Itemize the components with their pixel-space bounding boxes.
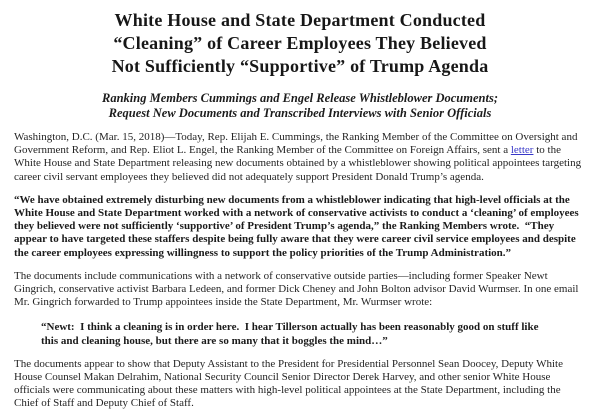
subtitle-line-2: Request New Documents and Transcribed Interviews with Senior Officials [108,106,492,120]
dateline-text-before-link: Washington, D.C. (Mar. 15, 2018)—Today, Rep. Elijah E. Cummings, the Ranking Member of the Committee on Oversight and Government Reform, and Rep. Eliot L. Engel, the Ranking Member of the Committee on Foreign Affairs, sent a [14,131,581,157]
paragraph-dateline [14,131,586,184]
page-title-line-1: White House and State Department Conducted [114,10,486,30]
paragraph-documents-description: The documents include communications with a network of conservative outside parties—including former Speaker Newt Gingrich, conservative activist Barbara Ledeen, and former Dick Cheney and John Bolton advisor David Wurmser. In one email Mr. Gingrich forwarded to Trump appointees inside the State Department, Mr. Wurmser wrote: [14,269,582,309]
paragraph-ranking-members-statement: “We have obtained extremely disturbing new documents from a whistleblower indicating that high-level officials at the White House and State Department worked with a network of conservative activists to conduct a ‘cleaning’ of employees they believed were not sufficiently ‘supportive’ of President Trump’s agenda,” the Ranking Members wrote. “They appear to have targeted these staffers despite being fully aware that they were career civil service employees and despite the career employees expressing willingness to support the policy priorities of the Trump Administration.” [14,193,582,259]
page-title-line-2: “Cleaning” of Career Employees They Believed [113,33,487,53]
page-title [50,9,550,78]
dateline-text-after-link: to the White House and State Department releasing new documents obtained by a whistleblower showing political appointees targeting career civil servant employees they believed did not adequately support President Donald Trump’s agenda. [14,144,584,183]
paragraph-officials-list: The documents appear to show that Deputy Assistant to the President for Presidential Personnel Sean Doocey, Deputy White House Counsel Makan Delrahim, National Security Council Senior Director Derek Harvey, and other senior White House officials were communicating about these matters with high-level political appointees at the State Department, including the Chief of Staff and Deputy Chief of Staff. [14,357,566,410]
subtitle-line-1: Ranking Members Cummings and Engel Release Whistleblower Documents; [101,91,498,105]
letter-link[interactable]: letter [510,144,534,157]
page-title-line-3: Not Sufficiently “Supportive” of Trump Agenda [111,56,489,76]
blockquote-wurmser-email: “Newt: I think a cleaning is in order here. I hear Tillerson actually has been reasonably good on stuff like this and cleaning house, but there are so many that it boggles the mind…” [41,321,542,347]
document-subtitle [38,91,562,121]
